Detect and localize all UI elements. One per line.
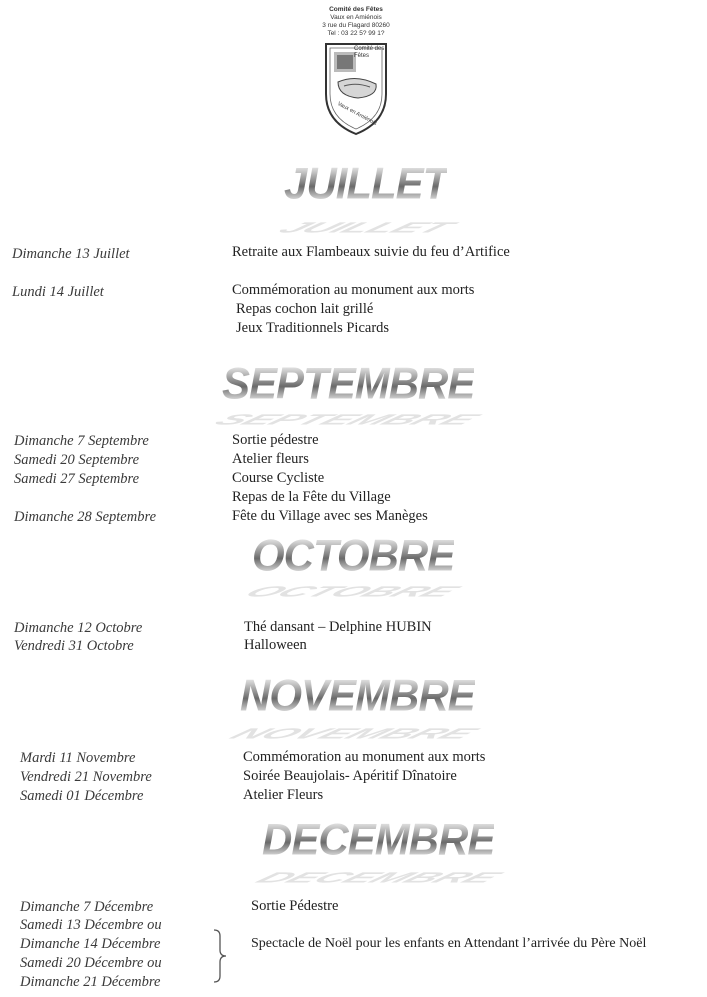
decembre-date-2: Samedi 13 Décembre ou xyxy=(20,917,162,933)
decembre-event-1: Sortie Pédestre xyxy=(251,898,339,914)
juillet-event-4: Jeux Traditionnels Picards xyxy=(236,320,390,336)
novembre-date-2: Vendredi 21 Novembre xyxy=(20,769,152,785)
brace-icon xyxy=(208,928,228,984)
juillet-date-1: Dimanche 13 Juillet xyxy=(12,246,130,262)
logo xyxy=(308,6,404,134)
octobre-event-1: Thé dansant – Delphine HUBIN xyxy=(244,619,432,635)
novembre-event-3: Atelier Fleurs xyxy=(243,787,324,803)
shield-label-line1: Comité des xyxy=(354,46,385,52)
novembre-event-1: Commémoration au monument aux morts xyxy=(243,749,486,765)
novembre-date-1: Mardi 11 Novembre xyxy=(20,750,136,766)
juillet-date-2: Lundi 14 Juillet xyxy=(12,284,104,300)
octobre-date-1: Dimanche 12 Octobre xyxy=(14,620,143,636)
novembre-header-shadow: NOVEMBRE xyxy=(222,725,485,742)
septembre-event-5: Fête du Village avec ses Manèges xyxy=(232,508,428,524)
octobre-header: OCTOBRE xyxy=(252,530,455,581)
octobre-date-2: Vendredi 31 Octobre xyxy=(14,638,134,654)
septembre-event-2: Atelier fleurs xyxy=(232,451,309,467)
juillet-header-shadow: JUILLET xyxy=(270,219,462,236)
octobre-header-shadow: OCTOBRE xyxy=(236,583,466,600)
decembre-date-4: Samedi 20 Décembre ou xyxy=(20,955,162,971)
novembre-date-3: Samedi 01 Décembre xyxy=(20,788,144,804)
septembre-date-3: Samedi 27 Septembre xyxy=(14,471,140,487)
novembre-event-2: Soirée Beaujolais- Apéritif Dînatoire xyxy=(243,768,457,784)
septembre-header: SEPTEMBRE xyxy=(222,358,475,409)
shield-town-label: Vaux en Amiénois xyxy=(336,101,378,127)
septembre-date-5: Dimanche 28 Septembre xyxy=(14,509,157,525)
juillet-event-1: Retraite aux Flambeaux suivie du feu d’Artifice xyxy=(232,244,510,260)
septembre-event-1: Sortie pédestre xyxy=(232,432,319,448)
shield-label xyxy=(354,46,384,60)
septembre-date-1: Dimanche 7 Septembre xyxy=(14,433,149,449)
octobre-event-2: Halloween xyxy=(244,637,307,653)
septembre-header-shadow: SEPTEMBRE xyxy=(206,411,487,428)
shield-label-line2: Fêtes xyxy=(354,53,370,59)
logo-town: Vaux en Amiénois xyxy=(330,14,382,21)
juillet-header: JUILLET xyxy=(284,158,448,209)
septembre-date-2: Samedi 20 Septembre xyxy=(14,452,140,468)
septembre-event-3: Course Cycliste xyxy=(232,470,325,486)
decembre-header: DECEMBRE xyxy=(262,814,495,865)
logo-address: 3 rue du Flagard 80260 xyxy=(322,22,390,29)
decembre-date-5: Dimanche 21 Décembre xyxy=(20,974,161,990)
juillet-event-3: Repas cochon lait grillé xyxy=(236,301,374,317)
logo-phone: Tel : 03 22 5? 99 1? xyxy=(327,30,385,37)
septembre-event-4: Repas de la Fête du Village xyxy=(232,489,391,505)
novembre-header: NOVEMBRE xyxy=(240,670,475,721)
logo-title: Comité des Fêtes xyxy=(329,6,383,13)
decembre-event-3: Spectacle de Noël pour les enfants en Attendant l’arrivée du Père Noël xyxy=(251,936,647,951)
juillet-event-2: Commémoration au monument aux morts xyxy=(232,282,475,298)
decembre-header-shadow: DECEMBRE xyxy=(248,869,509,886)
decembre-date-3: Dimanche 14 Décembre xyxy=(20,936,161,952)
decembre-date-1: Dimanche 7 Décembre xyxy=(20,899,154,915)
